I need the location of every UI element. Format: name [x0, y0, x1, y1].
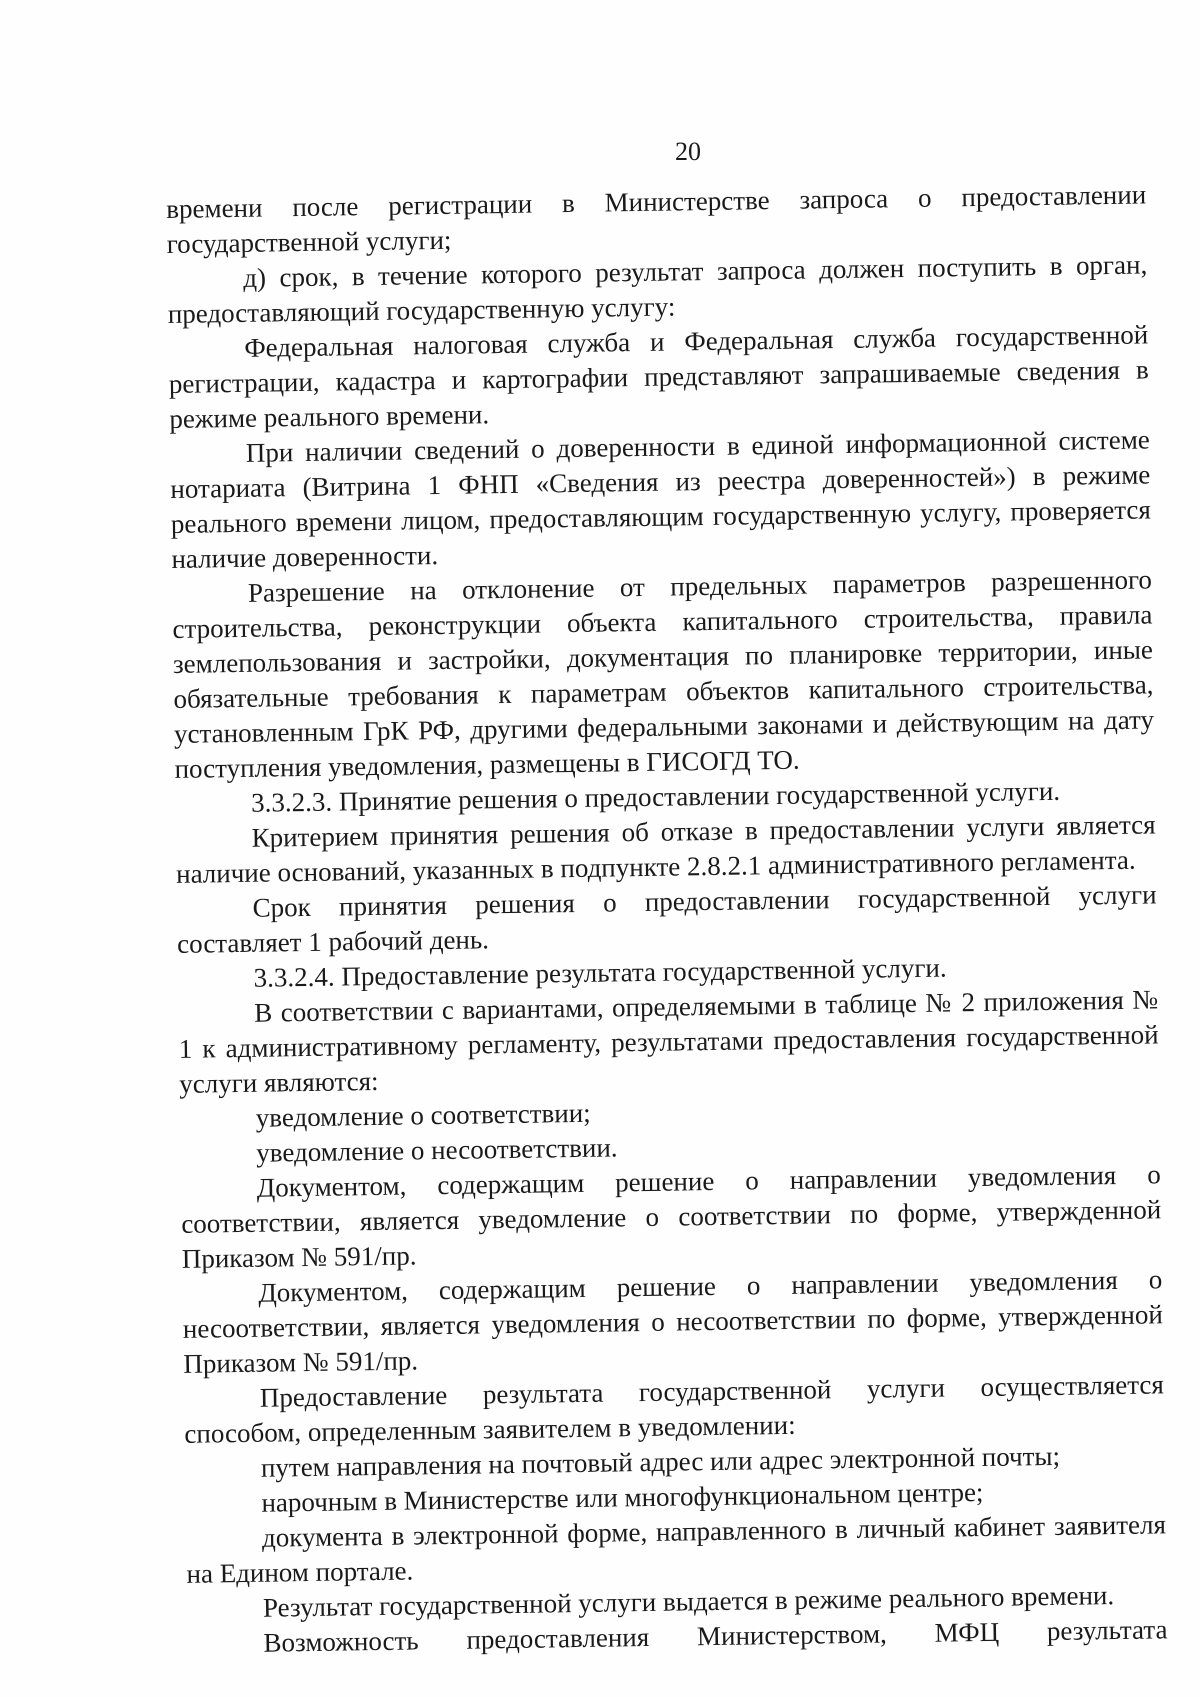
list-item: нарочным в Министерстве или многофункциональном центре; — [261, 1477, 984, 1518]
paragraph: В соответствии с вариантами, определяемыми в таблице № 2 приложения № 1 к административному регламенту, результатами предоставления государственной услуги являются: — [178, 984, 1159, 1099]
paragraph: Критерием принятия решения об отказе в предоставлении услуги является наличие оснований, указанных в подпункте 2.8.2.1 административного регламента. — [175, 809, 1156, 889]
list-item: документа в электронной форме, направленного в личный кабинет заявителя на Едином портале. — [186, 1509, 1167, 1589]
paragraph: Документом, содержащим решение о направлении уведомления о соответствии, является уведомление о соответствии по форме, утвержденной Приказом № 591/пр. — [181, 1159, 1162, 1274]
list-item: путем направления на почтовый адрес или адрес электронной почты; — [260, 1440, 1061, 1483]
paragraph: При наличии сведений о доверенности в единой информационной системе нотариата (Витрина 1 ФНП «Сведения из реестра доверенностей») в режиме реального времени лицом, предоставляющим государственную услугу, проверяется наличие доверенности. — [170, 424, 1152, 574]
paragraph: Документом, содержащим решение о направлении уведомления о несоответствии, является уведомления о несоответствии по форме, утвержденной Приказом № 591/пр. — [182, 1264, 1163, 1379]
paragraph: Разрешение на отклонение от предельных параметров разрешенного строительства, реконструкции объекта капитального строительства, правила землепользования и застройки, документация по планировке территории, иные обязательные требования к параметрам объектов капитального строительства, установленным ГрК РФ, другими федеральными законами и действующим на дату поступления уведомления, размещены в ГИСОГД ТО. — [172, 564, 1155, 784]
page-number: 20 — [675, 137, 701, 166]
document-body — [166, 177, 1168, 1661]
list-item: уведомление о соответствии; — [255, 1097, 591, 1133]
section-heading: 3.3.2.3. Принятие решения о предоставлении государственной услуги. — [250, 775, 1061, 818]
paragraph: Федеральная налоговая служба и Федеральная служба государственной регистрации, кадастра и картографии представляют запрашиваемые сведения в режиме реального времени. — [168, 319, 1149, 434]
paragraph: времени после регистрации в Министерстве запроса о предоставлении государственной услуги; — [166, 179, 1147, 259]
paragraph: Возможность предоставления Министерством, МФЦ результата — [263, 1614, 1168, 1658]
list-item: уведомление о несоответствии. — [256, 1132, 618, 1168]
paragraph: Результат государственной услуги выдается в режиме реального времени. — [262, 1580, 1115, 1623]
paragraph: д) срок, в течение которого результат запроса должен поступить в орган, предоставляющий государственную услугу: — [167, 249, 1148, 329]
section-heading: 3.3.2.4. Предоставление результата государственной услуги. — [253, 952, 947, 993]
paragraph: Срок принятия решения о предоставлении государственной услуги составляет 1 рабочий день. — [176, 879, 1157, 959]
paragraph: Предоставление результата государственной услуги осуществляется способом, определенным заявителем в уведомлении: — [184, 1369, 1165, 1449]
